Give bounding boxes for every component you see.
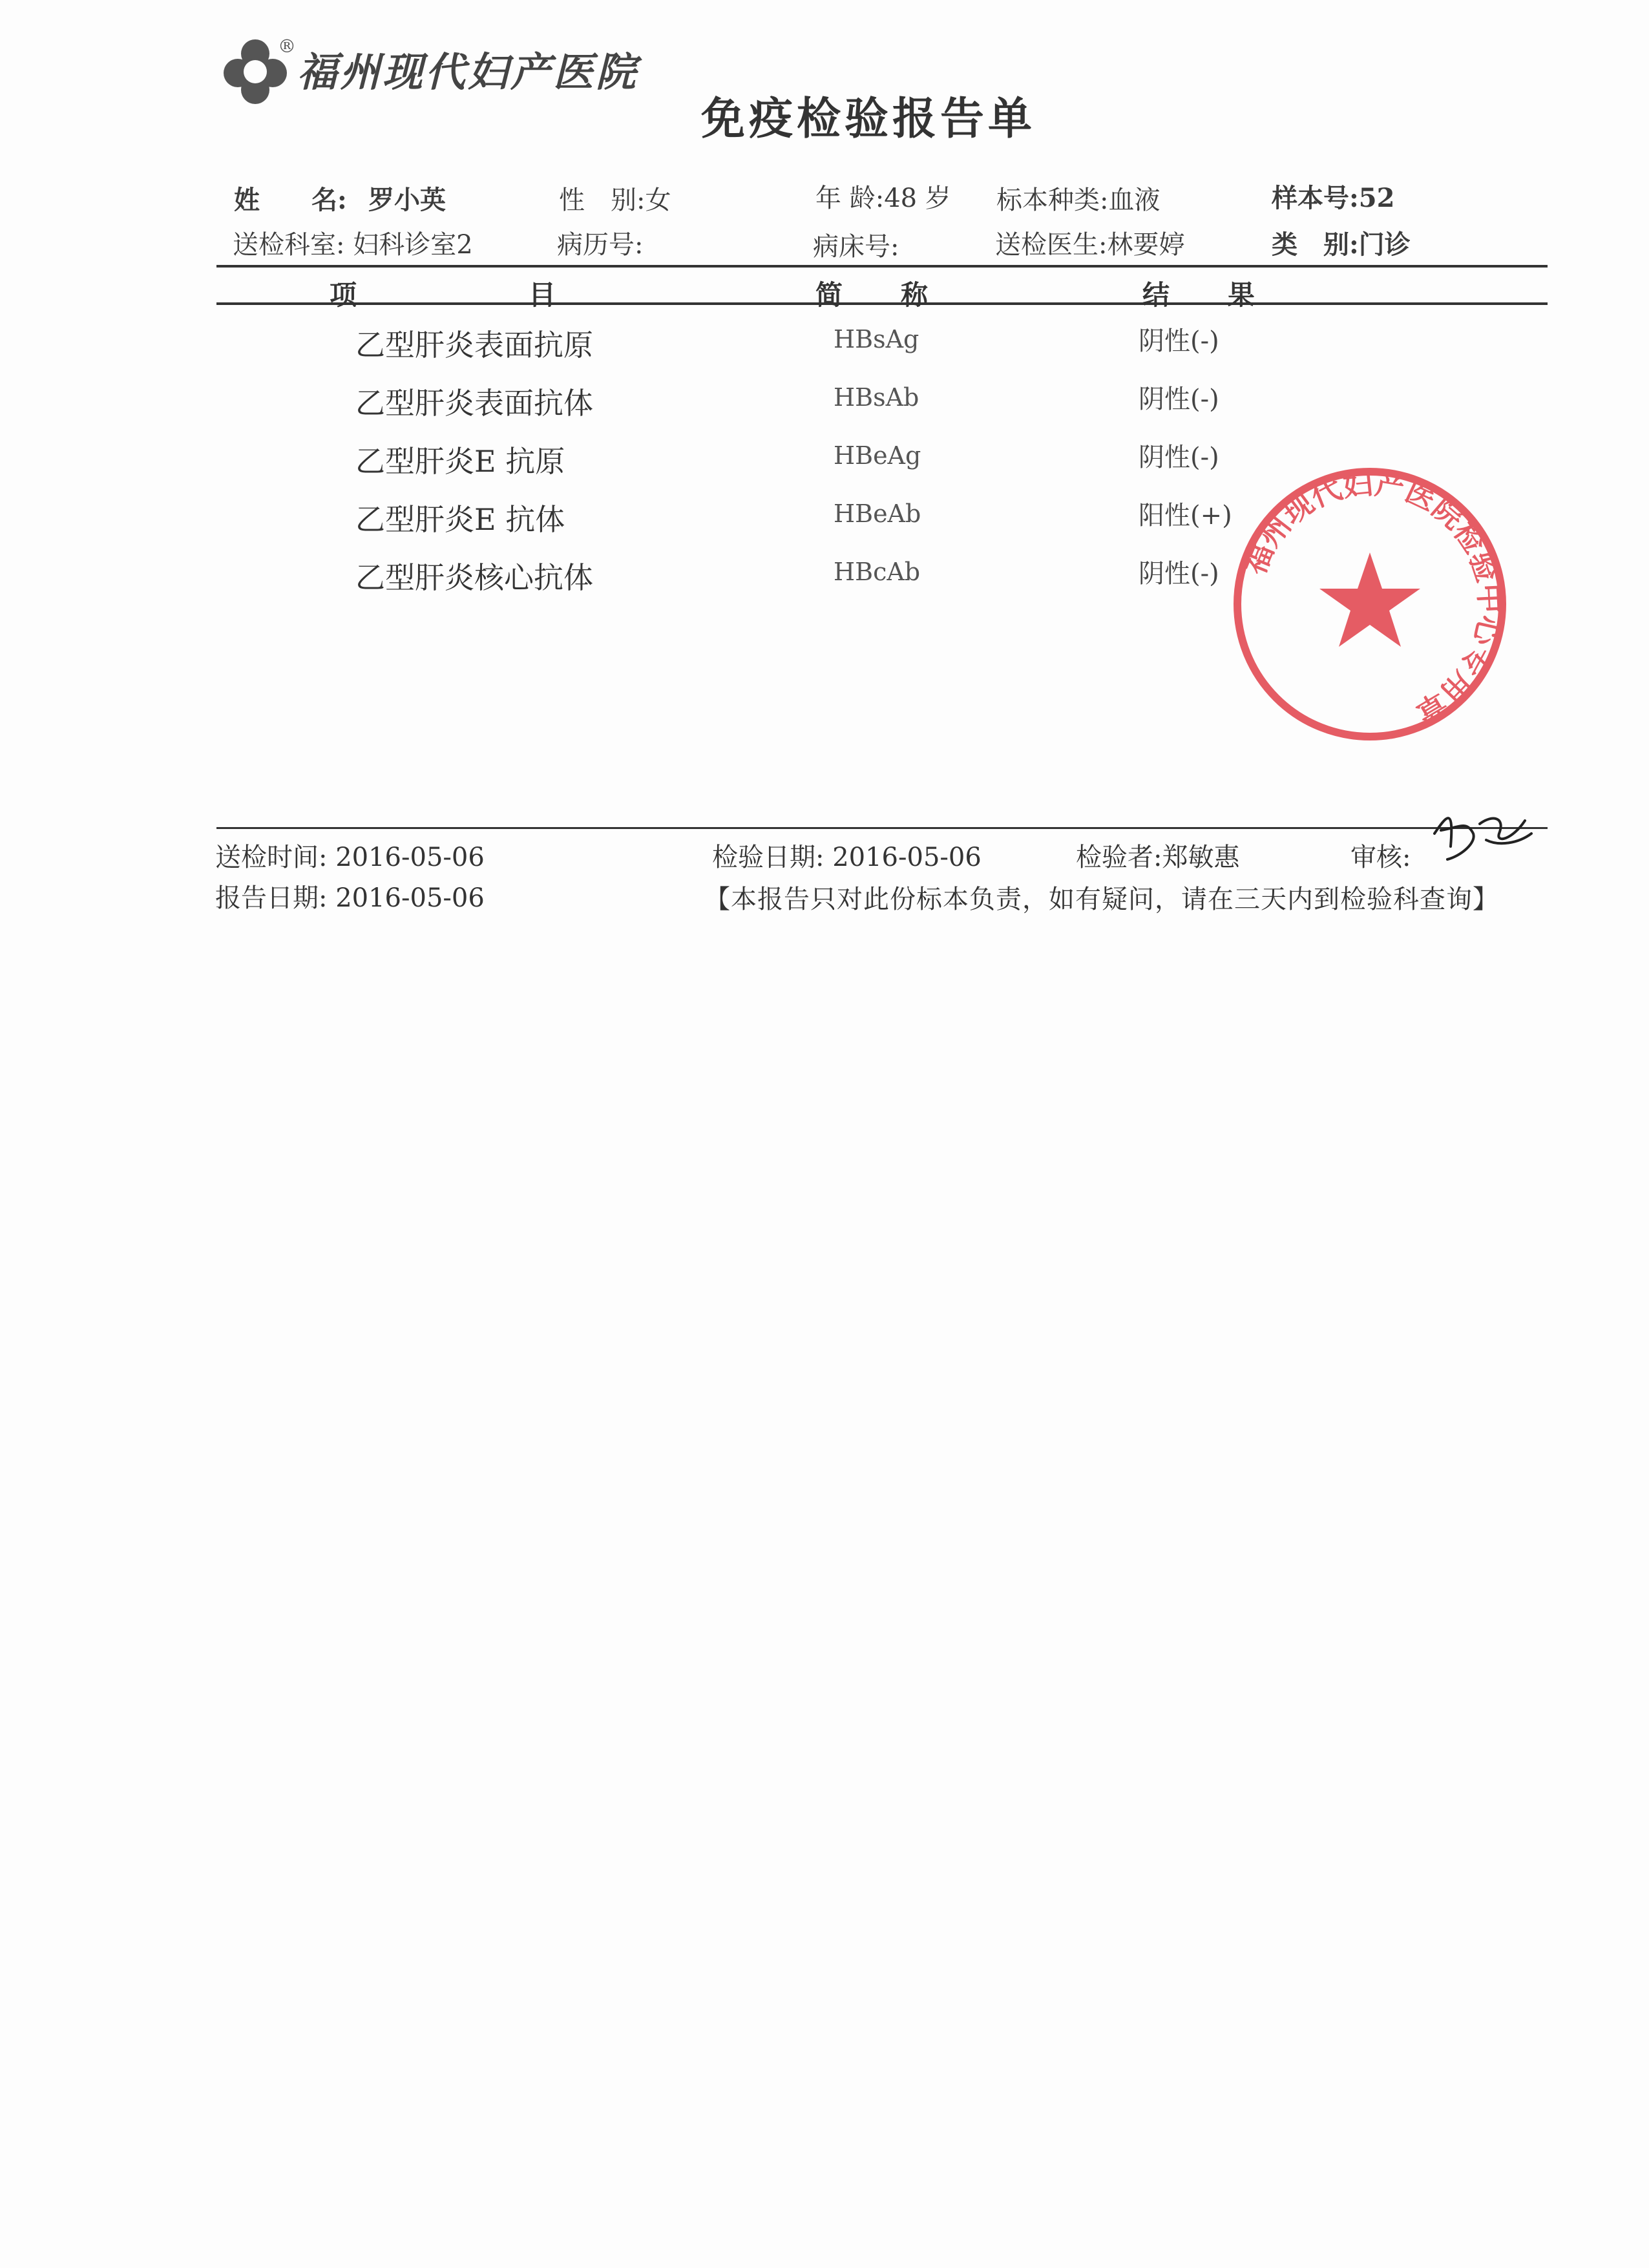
table-row-item: 乙型肝炎E 抗体 — [355, 502, 565, 537]
table-row-result: 阴性(-) — [1139, 384, 1219, 414]
table-row-result: 阴性(-) — [1139, 443, 1219, 472]
table-row-item: 乙型肝炎核心抗体 — [355, 560, 593, 595]
reviewer-signature — [1422, 795, 1538, 872]
patient-name: 罗小英 — [368, 185, 446, 215]
referring-doctor: 送检医生:林要婷 — [995, 230, 1185, 260]
visit-category: 类 别:门诊 — [1272, 229, 1411, 260]
registered-mark: ® — [278, 36, 296, 57]
patient-sex: 性 别:女 — [559, 185, 671, 215]
stamp-star-icon — [1319, 552, 1420, 647]
patient-name-label: 姓 名: — [234, 185, 347, 215]
table-row-abbr: HBeAg — [834, 441, 921, 470]
record-number: 病历号: — [557, 230, 644, 260]
header-top-rule — [216, 265, 1548, 268]
column-header-result: 结 果 — [1142, 279, 1257, 311]
official-stamp — [1228, 462, 1512, 746]
svg-text:福州现代妇产医院检验中心专用章: 福州现代妇产医院检验中心专用章 — [1237, 465, 1508, 730]
report-title: 免疫检验报告单 — [701, 93, 1036, 145]
table-row-result: 阴性(-) — [1139, 559, 1219, 589]
hospital-name: 福州现代妇产医院 — [297, 48, 639, 96]
disclaimer-note: 【本报告只对此份标本负责，如有疑问，请在三天内到检验科查询】 — [704, 885, 1499, 914]
tester: 检验者:郑敏惠 — [1076, 843, 1240, 872]
report-date: 报告日期: 2016-05-06 — [215, 883, 485, 913]
table-row-item: 乙型肝炎E 抗原 — [355, 444, 565, 479]
footer-rule — [216, 827, 1548, 829]
table-row-abbr: HBsAg — [834, 325, 919, 353]
table-row-result: 阳性(+) — [1139, 501, 1232, 530]
table-row-abbr: HBcAb — [834, 558, 921, 586]
send-time: 送检时间: 2016-05-06 — [215, 843, 485, 872]
table-row-item: 乙型肝炎表面抗原 — [355, 328, 593, 362]
table-row-result: 阴性(-) — [1139, 326, 1219, 356]
column-header-item: 项 目 — [330, 279, 558, 311]
column-header-abbr: 简 称 — [815, 279, 930, 311]
patient-age: 年 龄:48 岁 — [815, 184, 951, 213]
specimen-type: 标本种类:血液 — [996, 185, 1161, 215]
table-row-item: 乙型肝炎表面抗体 — [355, 386, 593, 421]
sample-number: 样本号:52 — [1272, 183, 1395, 213]
reviewer-label: 审核: — [1350, 843, 1411, 872]
test-date: 检验日期: 2016-05-06 — [712, 843, 982, 872]
table-row-abbr: HBsAb — [834, 383, 919, 412]
bed-number: 病床号: — [813, 232, 899, 262]
department: 送检科室: 妇科诊室2 — [233, 230, 473, 260]
table-row-abbr: HBeAb — [834, 499, 921, 528]
